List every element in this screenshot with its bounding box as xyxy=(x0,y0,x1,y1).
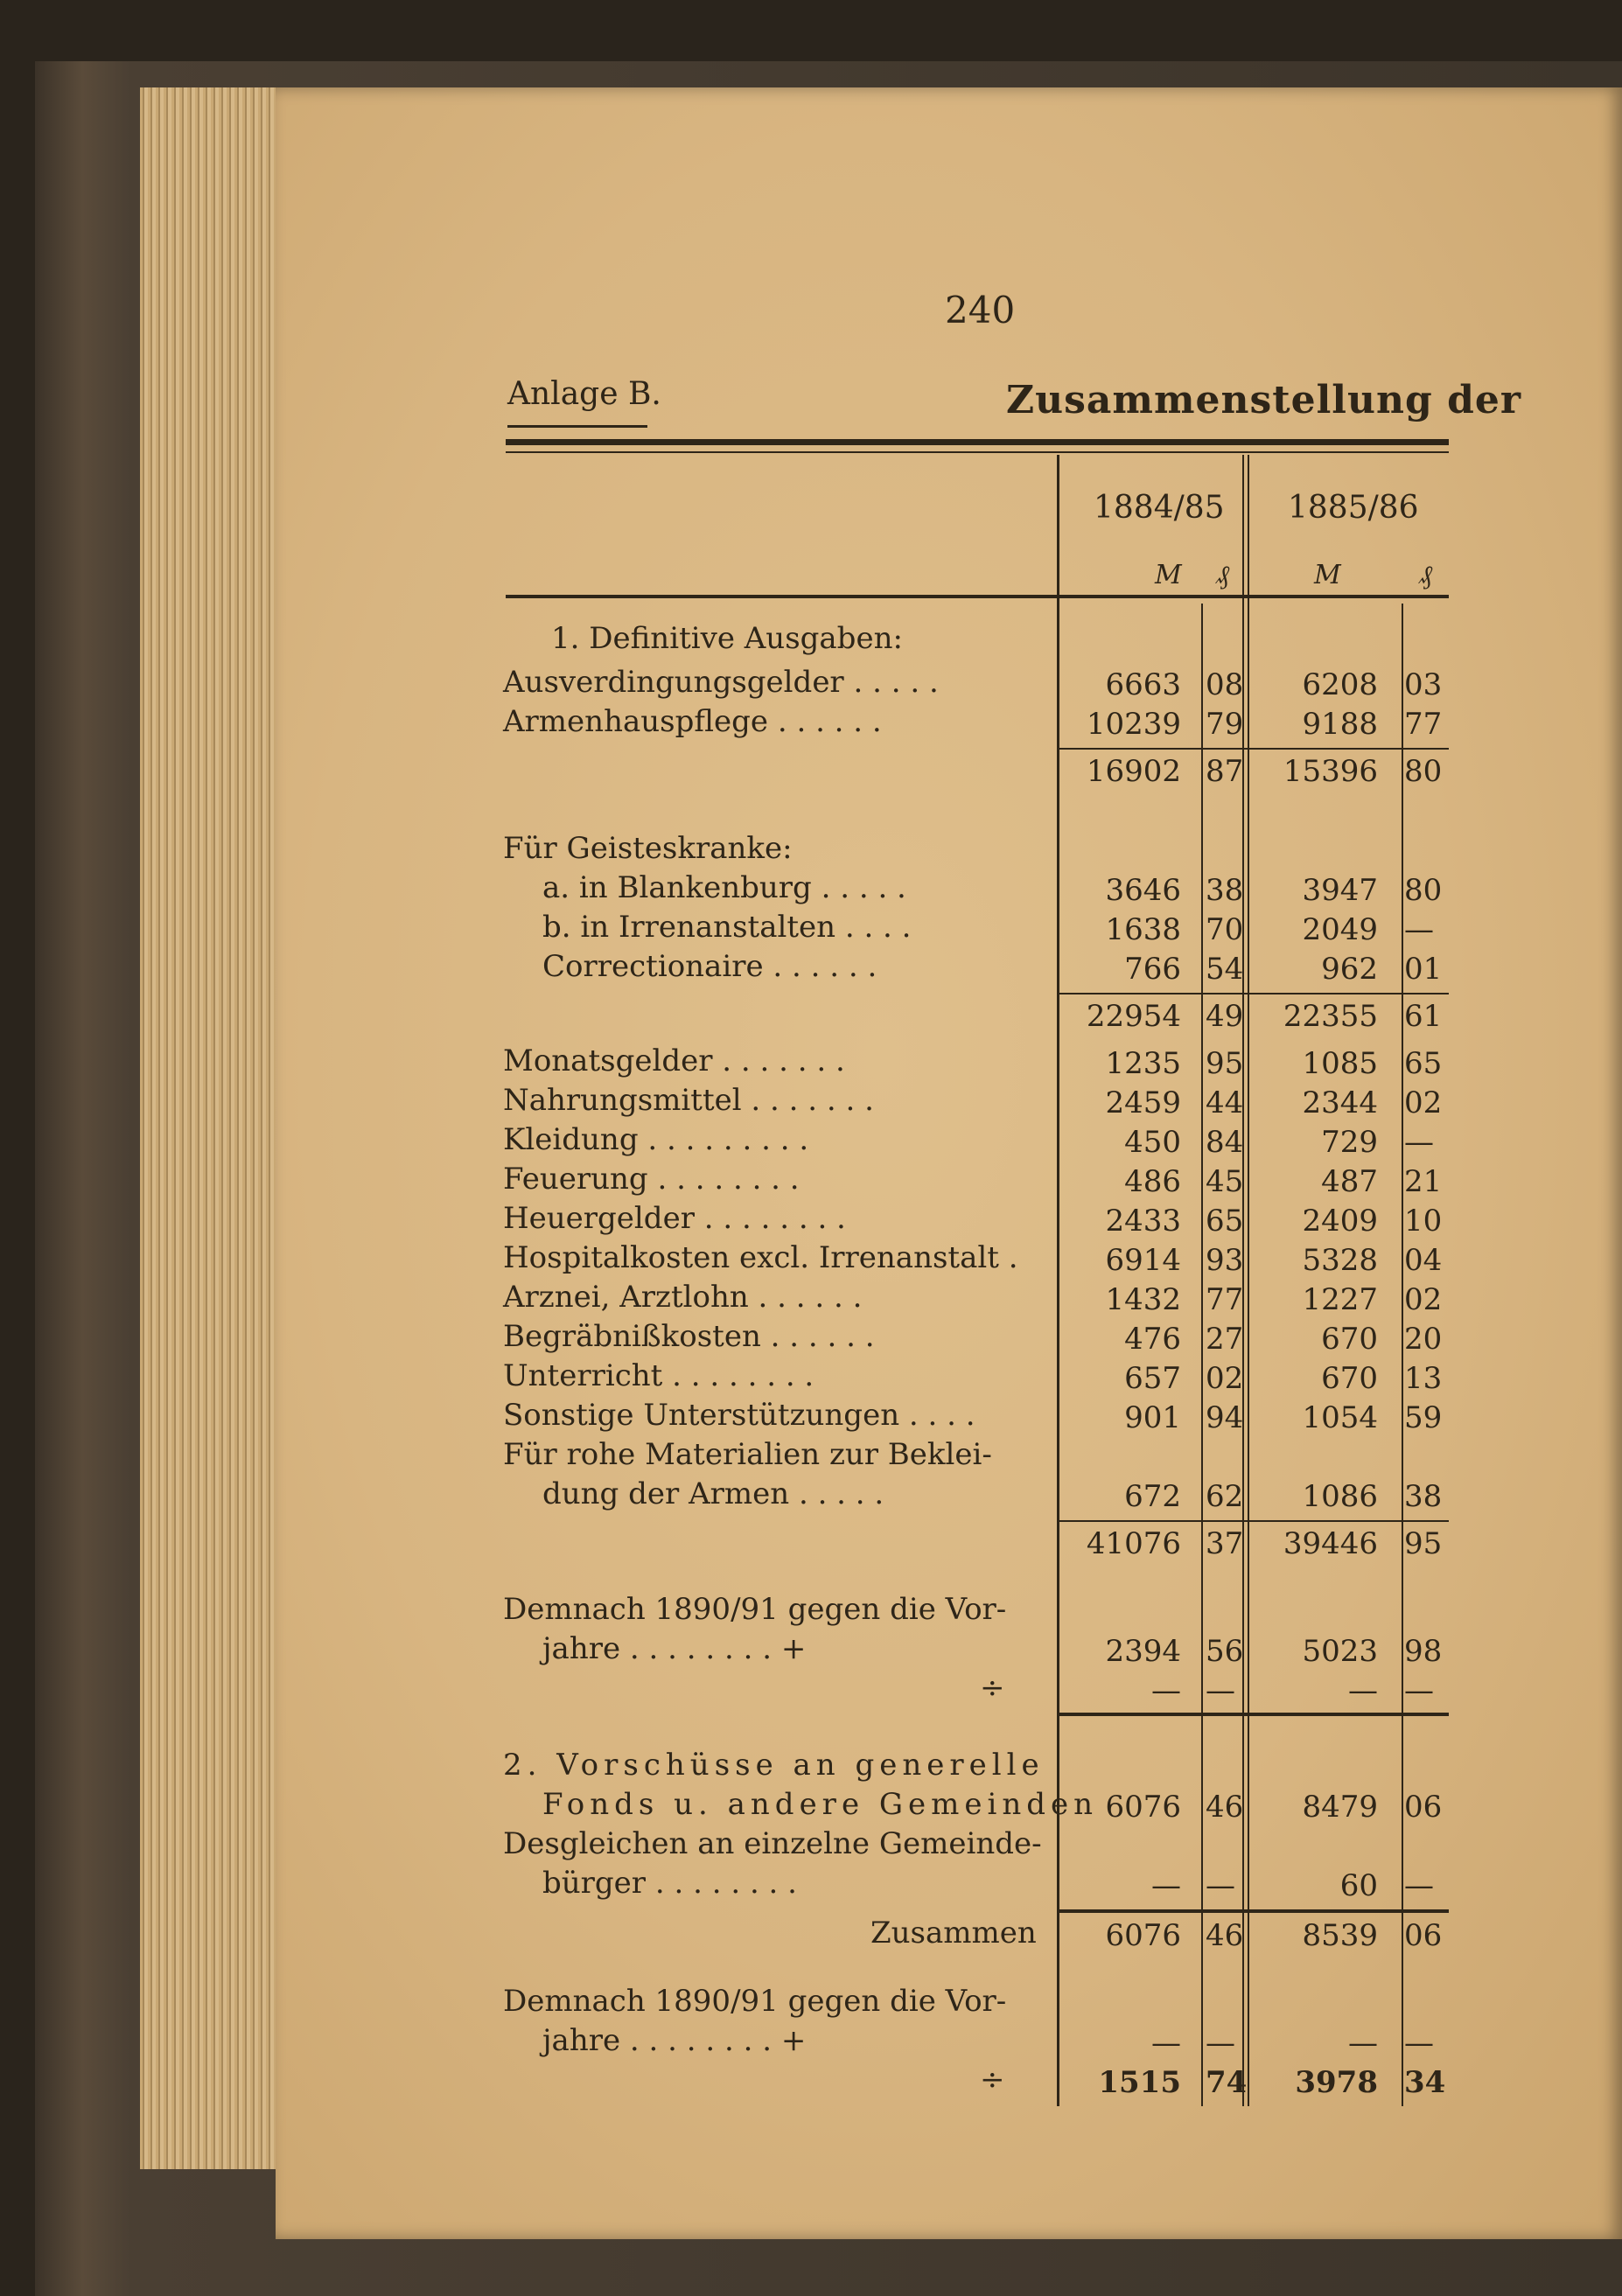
value-p1: 27 xyxy=(1206,1322,1244,1357)
value-m2: 670 xyxy=(1321,1361,1378,1396)
value-p2: 77 xyxy=(1404,707,1443,742)
value-p1: 54 xyxy=(1206,952,1244,987)
value-p1: 70 xyxy=(1206,912,1244,947)
value-p1: — xyxy=(1206,2026,1235,2061)
total-p2: 06 xyxy=(1404,1918,1443,1953)
value-m1: 3646 xyxy=(1105,873,1181,908)
value-m1: — xyxy=(1151,1868,1181,1903)
row-label: bürger . . . . . . . . xyxy=(542,1866,797,1901)
pfennig-unit-1: ₰ xyxy=(1216,560,1229,590)
col-line-mid-a xyxy=(1242,455,1244,2106)
value-m2: 2049 xyxy=(1302,912,1378,947)
header-bottom-rule xyxy=(506,595,1449,598)
value-p2: — xyxy=(1404,2026,1434,2061)
value-p2: 38 xyxy=(1404,1479,1443,1514)
value-m1: 476 xyxy=(1124,1322,1181,1357)
heading-rule xyxy=(506,439,1449,445)
row-label: b. in Irrenanstalten . . . . xyxy=(542,910,912,945)
col-line-p2 xyxy=(1402,604,1403,2106)
value-p1: — xyxy=(1206,1673,1235,1708)
value-m2: 670 xyxy=(1321,1322,1378,1357)
col-line-mid-b xyxy=(1248,455,1249,2106)
row-label: dung der Armen . . . . . xyxy=(542,1476,884,1511)
value-p2: 02 xyxy=(1404,1282,1443,1317)
row-label: Ausverdingungsgelder . . . . . xyxy=(503,665,939,700)
value-p1: 95 xyxy=(1206,1046,1244,1081)
group-label: Für Geisteskranke: xyxy=(503,831,793,866)
subtotal-p1: 87 xyxy=(1206,754,1244,789)
value-m1: 6663 xyxy=(1105,667,1181,702)
value-m2: 9188 xyxy=(1302,707,1378,742)
total-p1: 46 xyxy=(1206,1918,1244,1953)
row-label: Correctionaire . . . . . . xyxy=(542,949,877,984)
row-label: a. in Blankenburg . . . . . xyxy=(542,870,906,905)
value-p2: 13 xyxy=(1404,1361,1443,1396)
value-p1: 46 xyxy=(1206,1790,1244,1825)
value-m2: 1086 xyxy=(1302,1479,1378,1514)
value-p1: — xyxy=(1206,1868,1235,1903)
value-p1: 79 xyxy=(1206,707,1244,742)
year-header-1: 1884/85 xyxy=(1094,490,1225,526)
sum-rule xyxy=(1059,993,1449,994)
row-label: ÷ xyxy=(980,1671,1005,1706)
value-m1: 672 xyxy=(1124,1479,1181,1514)
value-m2: 1085 xyxy=(1302,1046,1378,1081)
pfennig-unit-2: ₰ xyxy=(1419,560,1432,590)
value-p1: 38 xyxy=(1206,873,1244,908)
row-label: Für rohe Materialien zur Beklei- xyxy=(503,1437,992,1472)
value-p1: 62 xyxy=(1206,1479,1244,1514)
mark-unit-1: M xyxy=(1155,560,1182,590)
value-m2: 1054 xyxy=(1302,1400,1378,1435)
value-m2: 5023 xyxy=(1302,1634,1378,1669)
value-m1: 1432 xyxy=(1105,1282,1181,1317)
sum-rule xyxy=(1059,1909,1449,1913)
value-m2: 2409 xyxy=(1302,1204,1378,1239)
value-m2: 3947 xyxy=(1302,873,1378,908)
row-label: Armenhauspflege . . . . . . xyxy=(503,704,882,739)
value-m2: 8479 xyxy=(1302,1790,1378,1825)
value-m1: 2459 xyxy=(1105,1085,1181,1120)
row-label: Demnach 1890/91 gegen die Vor- xyxy=(503,1592,1007,1627)
total-m1: 6076 xyxy=(1105,1918,1181,1953)
value-m2: 60 xyxy=(1339,1868,1378,1903)
value-m2: 1227 xyxy=(1302,1282,1378,1317)
value-p2: 03 xyxy=(1404,667,1443,702)
value-p2: 06 xyxy=(1404,1790,1443,1825)
value-m1: 766 xyxy=(1124,952,1181,987)
value-p1: 65 xyxy=(1206,1204,1244,1239)
value-m1: 486 xyxy=(1124,1164,1181,1199)
value-m2: 487 xyxy=(1321,1164,1378,1199)
value-m2: 729 xyxy=(1321,1125,1378,1160)
value-p1: 74 xyxy=(1206,2065,1248,2100)
value-p2: 80 xyxy=(1404,873,1443,908)
sum-rule xyxy=(1059,748,1449,750)
page-edges xyxy=(140,87,280,2169)
heading-rule-thin xyxy=(506,451,1449,453)
row-label: Hospitalkosten excl. Irrenanstalt . xyxy=(503,1240,1018,1275)
row-label: Sonstige Unterstützungen . . . . xyxy=(503,1398,975,1433)
value-m1: — xyxy=(1151,1673,1181,1708)
row-label: jahre . . . . . . . . + xyxy=(542,1631,807,1666)
value-p1: 84 xyxy=(1206,1125,1244,1160)
value-p2: — xyxy=(1404,1125,1434,1160)
row-label: Arznei, Arztlohn . . . . . . xyxy=(503,1280,863,1315)
subtotal-m1: 41076 xyxy=(1086,1526,1181,1561)
value-m2: 962 xyxy=(1321,952,1378,987)
value-p2: 04 xyxy=(1404,1243,1443,1278)
value-m1: 450 xyxy=(1124,1125,1181,1160)
subtotal-m2: 22355 xyxy=(1283,999,1378,1034)
value-p1: 02 xyxy=(1206,1361,1244,1396)
value-p2: 01 xyxy=(1404,952,1443,987)
row-label: Begräbnißkosten . . . . . . xyxy=(503,1319,875,1354)
row-label: Desgleichen an einzelne Gemeinde- xyxy=(503,1826,1042,1861)
value-p1: 45 xyxy=(1206,1164,1244,1199)
row-label: Monatsgelder . . . . . . . xyxy=(503,1043,845,1078)
value-p1: 44 xyxy=(1206,1085,1244,1120)
row-label: 2. Vorschüsse an generelle xyxy=(503,1748,1045,1783)
value-m2: 3978 xyxy=(1295,2065,1378,2100)
value-m2: — xyxy=(1348,2026,1378,2061)
sum-rule xyxy=(1059,1520,1449,1522)
value-m1: 2433 xyxy=(1105,1204,1181,1239)
value-p2: 65 xyxy=(1404,1046,1443,1081)
value-p2: — xyxy=(1404,1868,1434,1903)
section-rule xyxy=(1059,1713,1449,1716)
page-number: 240 xyxy=(945,289,1016,331)
value-p1: 93 xyxy=(1206,1243,1244,1278)
value-m1: 1235 xyxy=(1105,1046,1181,1081)
row-label: Unterricht . . . . . . . . xyxy=(503,1358,814,1393)
value-m1: 10239 xyxy=(1086,707,1181,742)
value-m2: 5328 xyxy=(1302,1243,1378,1278)
row-label: Kleidung . . . . . . . . . xyxy=(503,1122,809,1157)
value-p2: 10 xyxy=(1404,1204,1443,1239)
value-m1: 901 xyxy=(1124,1400,1181,1435)
value-m1: 657 xyxy=(1124,1361,1181,1396)
subtotal-m2: 39446 xyxy=(1283,1526,1378,1561)
heading-title: Zusammenstellung der xyxy=(1006,378,1522,422)
col-line-p1 xyxy=(1201,604,1203,2106)
row-label: Feuerung . . . . . . . . xyxy=(503,1162,800,1197)
subtotal-p2: 61 xyxy=(1404,999,1443,1034)
row-label: Fonds u. andere Gemeinden xyxy=(542,1787,1099,1822)
value-m1: 6914 xyxy=(1105,1243,1181,1278)
annex-label: Anlage B. xyxy=(507,376,661,412)
value-m2: — xyxy=(1348,1673,1378,1708)
value-m2: 2344 xyxy=(1302,1085,1378,1120)
total-m2: 8539 xyxy=(1302,1918,1378,1953)
value-m1: 2394 xyxy=(1105,1634,1181,1669)
year-header-2: 1885/86 xyxy=(1288,490,1419,526)
total-label: Zusammen xyxy=(870,1916,1037,1951)
subtotal-p2: 80 xyxy=(1404,754,1443,789)
value-m1: 6076 xyxy=(1105,1790,1181,1825)
row-label: Heuergelder . . . . . . . . xyxy=(503,1201,846,1236)
value-p2: 34 xyxy=(1404,2065,1446,2100)
value-p2: 21 xyxy=(1404,1164,1443,1199)
value-p2: — xyxy=(1404,1673,1434,1708)
col-line-left xyxy=(1057,455,1059,2106)
value-m1: — xyxy=(1151,2026,1181,2061)
subtotal-p2: 95 xyxy=(1404,1526,1443,1561)
value-p1: 08 xyxy=(1206,667,1244,702)
value-p2: 20 xyxy=(1404,1322,1443,1357)
value-p1: 94 xyxy=(1206,1400,1244,1435)
mark-unit-2: M xyxy=(1314,560,1341,590)
subtotal-m2: 15396 xyxy=(1283,754,1378,789)
row-label: ÷ xyxy=(980,2062,1005,2097)
row-label: jahre . . . . . . . . + xyxy=(542,2023,807,2058)
value-p2: 98 xyxy=(1404,1634,1443,1669)
value-m1: 1638 xyxy=(1105,912,1181,947)
value-p2: — xyxy=(1404,912,1434,947)
value-p1: 56 xyxy=(1206,1634,1244,1669)
subtotal-p1: 37 xyxy=(1206,1526,1244,1561)
value-p2: 59 xyxy=(1404,1400,1443,1435)
subtotal-m1: 16902 xyxy=(1086,754,1181,789)
subtotal-m1: 22954 xyxy=(1086,999,1181,1034)
value-p1: 77 xyxy=(1206,1282,1244,1317)
section-1-heading: 1. Definitive Ausgaben: xyxy=(551,621,903,656)
annex-underline xyxy=(507,425,647,428)
row-label: Nahrungsmittel . . . . . . . xyxy=(503,1083,874,1118)
value-p2: 02 xyxy=(1404,1085,1443,1120)
value-m2: 6208 xyxy=(1302,667,1378,702)
row-label: Demnach 1890/91 gegen die Vor- xyxy=(503,1984,1007,2019)
subtotal-p1: 49 xyxy=(1206,999,1244,1034)
value-m1: 1515 xyxy=(1098,2065,1181,2100)
